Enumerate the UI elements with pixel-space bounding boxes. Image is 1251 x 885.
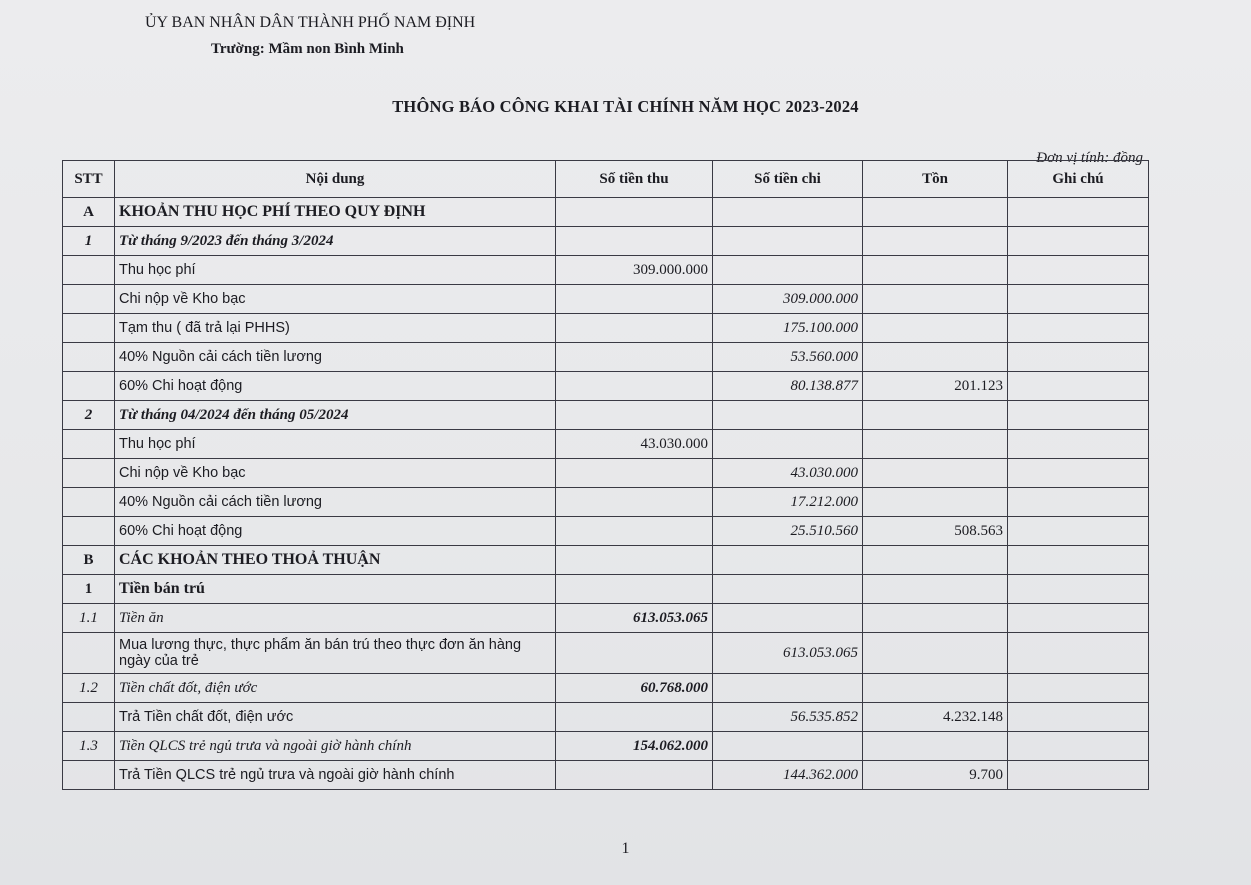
row-balance xyxy=(863,343,1008,372)
row-stt xyxy=(63,314,115,343)
table-row xyxy=(63,285,1149,314)
row-balance: 508.563 xyxy=(863,517,1008,546)
row-note xyxy=(1008,198,1149,227)
row-stt xyxy=(63,488,115,517)
row-note xyxy=(1008,459,1149,488)
row-income xyxy=(556,198,713,227)
table-row xyxy=(63,604,1149,633)
header-balance: Tồn xyxy=(863,161,1008,198)
table-row xyxy=(63,198,1149,227)
row-stt: 1.3 xyxy=(63,732,115,761)
row-content: Tiền ăn xyxy=(115,604,556,633)
row-income xyxy=(556,633,713,674)
table-row xyxy=(63,488,1149,517)
header-note: Ghi chú xyxy=(1008,161,1149,198)
row-expense: 309.000.000 xyxy=(713,285,863,314)
row-expense: 613.053.065 xyxy=(713,633,863,674)
row-expense: 144.362.000 xyxy=(713,761,863,790)
school-name: Trường: Mầm non Bình Minh xyxy=(211,41,404,57)
row-content: Trả Tiền chất đốt, điện ước xyxy=(115,703,556,732)
row-expense xyxy=(713,604,863,633)
row-income xyxy=(556,575,713,604)
table-row xyxy=(63,517,1149,546)
row-income xyxy=(556,488,713,517)
row-note xyxy=(1008,703,1149,732)
row-balance xyxy=(863,285,1008,314)
row-note xyxy=(1008,546,1149,575)
row-note xyxy=(1008,575,1149,604)
row-income xyxy=(556,401,713,430)
row-balance xyxy=(863,732,1008,761)
row-content: Tiền chất đốt, điện ước xyxy=(115,674,556,703)
table-row xyxy=(63,633,1149,674)
unit-note: Đơn vị tính: đồng xyxy=(1036,150,1143,166)
row-balance: 4.232.148 xyxy=(863,703,1008,732)
row-note xyxy=(1008,674,1149,703)
row-balance xyxy=(863,488,1008,517)
row-income xyxy=(556,372,713,401)
row-stt xyxy=(63,372,115,401)
row-expense: 80.138.877 xyxy=(713,372,863,401)
row-balance xyxy=(863,314,1008,343)
document-title: THÔNG BÁO CÔNG KHAI TÀI CHÍNH NĂM HỌC 2023-2024 xyxy=(392,97,859,116)
row-expense xyxy=(713,198,863,227)
row-balance xyxy=(863,546,1008,575)
row-expense xyxy=(713,546,863,575)
row-balance xyxy=(863,459,1008,488)
row-income xyxy=(556,761,713,790)
header-income: Số tiền thu xyxy=(556,161,713,198)
row-balance: 9.700 xyxy=(863,761,1008,790)
row-content: Từ tháng 04/2024 đến tháng 05/2024 xyxy=(115,401,556,430)
table-row xyxy=(63,575,1149,604)
row-income: 154.062.000 xyxy=(556,732,713,761)
row-stt: 2 xyxy=(63,401,115,430)
row-content: Trả Tiền QLCS trẻ ngủ trưa và ngoài giờ hành chính xyxy=(115,761,556,790)
row-note xyxy=(1008,430,1149,459)
table-row xyxy=(63,401,1149,430)
row-income xyxy=(556,546,713,575)
row-balance xyxy=(863,575,1008,604)
row-balance xyxy=(863,430,1008,459)
header-stt: STT xyxy=(63,161,115,198)
row-note xyxy=(1008,401,1149,430)
row-note xyxy=(1008,488,1149,517)
row-content: 60% Chi hoạt động xyxy=(115,372,556,401)
row-expense: 53.560.000 xyxy=(713,343,863,372)
row-balance xyxy=(863,604,1008,633)
row-content: Tiền QLCS trẻ ngủ trưa và ngoài giờ hành chính xyxy=(115,732,556,761)
row-expense xyxy=(713,256,863,285)
row-content: 40% Nguồn cải cách tiền lương xyxy=(115,488,556,517)
row-expense xyxy=(713,227,863,256)
row-stt xyxy=(63,703,115,732)
row-balance xyxy=(863,401,1008,430)
table-row xyxy=(63,546,1149,575)
row-income: 613.053.065 xyxy=(556,604,713,633)
row-content: Thu học phí xyxy=(115,430,556,459)
table-row xyxy=(63,256,1149,285)
row-content: Thu học phí xyxy=(115,256,556,285)
row-stt xyxy=(63,285,115,314)
row-balance xyxy=(863,198,1008,227)
row-note xyxy=(1008,314,1149,343)
table-row xyxy=(63,314,1149,343)
row-income xyxy=(556,285,713,314)
page-number: 1 xyxy=(621,840,630,857)
row-expense: 17.212.000 xyxy=(713,488,863,517)
row-income xyxy=(556,703,713,732)
row-expense xyxy=(713,575,863,604)
row-note xyxy=(1008,517,1149,546)
row-note xyxy=(1008,732,1149,761)
table-row xyxy=(63,732,1149,761)
row-expense: 25.510.560 xyxy=(713,517,863,546)
row-income: 60.768.000 xyxy=(556,674,713,703)
row-content: Chi nộp về Kho bạc xyxy=(115,459,556,488)
row-stt xyxy=(63,633,115,674)
row-expense: 56.535.852 xyxy=(713,703,863,732)
row-income xyxy=(556,517,713,546)
row-note xyxy=(1008,256,1149,285)
row-note xyxy=(1008,761,1149,790)
finance-table xyxy=(62,160,1149,790)
row-stt: 1 xyxy=(63,227,115,256)
table-row xyxy=(63,703,1149,732)
row-content: 60% Chi hoạt động xyxy=(115,517,556,546)
row-expense xyxy=(713,401,863,430)
row-note xyxy=(1008,372,1149,401)
row-stt xyxy=(63,517,115,546)
row-expense xyxy=(713,674,863,703)
row-stt xyxy=(63,459,115,488)
table-header-row xyxy=(63,161,1149,198)
row-note xyxy=(1008,343,1149,372)
row-content: Mua lương thực, thực phẩm ăn bán trú theo thực đơn ăn hàng ngày của trẻ xyxy=(115,633,556,674)
row-balance xyxy=(863,633,1008,674)
row-balance xyxy=(863,256,1008,285)
row-stt xyxy=(63,430,115,459)
table-row xyxy=(63,459,1149,488)
row-content: KHOẢN THU HỌC PHÍ THEO QUY ĐỊNH xyxy=(115,198,556,227)
row-note xyxy=(1008,227,1149,256)
row-expense xyxy=(713,430,863,459)
row-note xyxy=(1008,633,1149,674)
row-note xyxy=(1008,285,1149,314)
row-income: 309.000.000 xyxy=(556,256,713,285)
table-row xyxy=(63,372,1149,401)
row-income: 43.030.000 xyxy=(556,430,713,459)
row-stt: B xyxy=(63,546,115,575)
row-balance: 201.123 xyxy=(863,372,1008,401)
row-balance xyxy=(863,674,1008,703)
row-content: Từ tháng 9/2023 đến tháng 3/2024 xyxy=(115,227,556,256)
row-income xyxy=(556,314,713,343)
table-row xyxy=(63,761,1149,790)
row-expense: 175.100.000 xyxy=(713,314,863,343)
row-expense: 43.030.000 xyxy=(713,459,863,488)
row-income xyxy=(556,343,713,372)
row-income xyxy=(556,459,713,488)
table-row xyxy=(63,343,1149,372)
row-balance xyxy=(863,227,1008,256)
row-content: Tạm thu ( đã trả lại PHHS) xyxy=(115,314,556,343)
row-expense xyxy=(713,732,863,761)
row-stt: 1.1 xyxy=(63,604,115,633)
table-row xyxy=(63,674,1149,703)
row-content: Chi nộp về Kho bạc xyxy=(115,285,556,314)
table-row xyxy=(63,430,1149,459)
row-stt xyxy=(63,256,115,285)
organization-name: ỦY BAN NHÂN DÂN THÀNH PHỐ NAM ĐỊNH xyxy=(145,14,476,31)
row-stt xyxy=(63,761,115,790)
row-income xyxy=(556,227,713,256)
header-content: Nội dung xyxy=(115,161,556,198)
row-content: 40% Nguồn cải cách tiền lương xyxy=(115,343,556,372)
row-content: Tiền bán trú xyxy=(115,575,556,604)
row-note xyxy=(1008,604,1149,633)
row-stt: A xyxy=(63,198,115,227)
row-stt xyxy=(63,343,115,372)
table-row xyxy=(63,227,1149,256)
header-expense: Số tiền chi xyxy=(713,161,863,198)
row-stt: 1 xyxy=(63,575,115,604)
row-stt: 1.2 xyxy=(63,674,115,703)
row-content: CÁC KHOẢN THEO THOẢ THUẬN xyxy=(115,546,556,575)
